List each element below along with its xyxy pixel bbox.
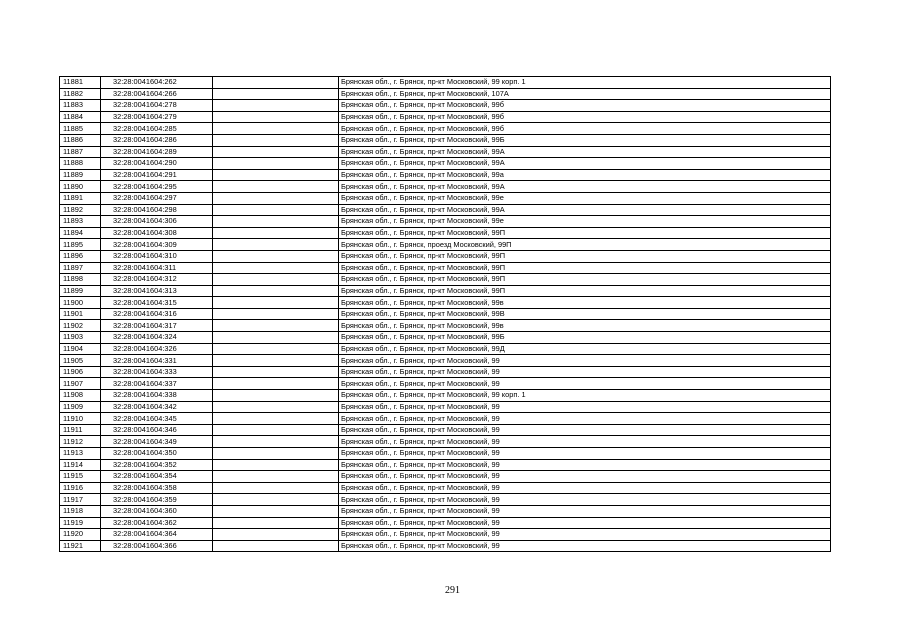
table-row xyxy=(60,146,831,158)
empty-cell xyxy=(213,274,339,286)
address-cell: Брянская обл., г. Брянск, пр-кт Московский, 99П xyxy=(339,262,831,274)
address-cell: Брянская обл., г. Брянск, пр-кт Московский, 99 xyxy=(339,505,831,517)
table-row xyxy=(60,285,831,297)
cadastral-number-cell: 32:28:0041604:338 xyxy=(101,390,213,402)
cadastral-number-cell: 32:28:0041604:297 xyxy=(101,192,213,204)
cadastral-number-cell: 32:28:0041604:266 xyxy=(101,88,213,100)
row-number-cell: 11885 xyxy=(60,123,101,135)
cadastral-number-cell: 32:28:0041604:315 xyxy=(101,297,213,309)
table-row xyxy=(60,239,831,251)
address-cell: Брянская обл., г. Брянск, пр-кт Московский, 99е xyxy=(339,216,831,228)
row-number-cell: 11893 xyxy=(60,216,101,228)
table-row xyxy=(60,529,831,541)
row-number-cell: 11889 xyxy=(60,169,101,181)
address-cell: Брянская обл., г. Брянск, пр-кт Московский, 99б xyxy=(339,123,831,135)
row-number-cell: 11911 xyxy=(60,424,101,436)
table-row xyxy=(60,401,831,413)
address-cell: Брянская обл., г. Брянск, пр-кт Московский, 99 xyxy=(339,378,831,390)
cadastral-number-cell: 32:28:0041604:326 xyxy=(101,343,213,355)
row-number-cell: 11894 xyxy=(60,227,101,239)
empty-cell xyxy=(213,169,339,181)
table-row xyxy=(60,262,831,274)
table-row xyxy=(60,505,831,517)
empty-cell xyxy=(213,134,339,146)
address-cell: Брянская обл., г. Брянск, пр-кт Московский, 99Д xyxy=(339,343,831,355)
address-cell: Брянская обл., г. Брянск, пр-кт Московский, 107А xyxy=(339,88,831,100)
address-cell: Брянская обл., г. Брянск, пр-кт Московский, 99А xyxy=(339,181,831,193)
row-number-cell: 11904 xyxy=(60,343,101,355)
cadastral-number-cell: 32:28:0041604:352 xyxy=(101,459,213,471)
address-cell: Брянская обл., г. Брянск, пр-кт Московский, 99А xyxy=(339,158,831,170)
empty-cell xyxy=(213,436,339,448)
cadastral-number-cell: 32:28:0041604:354 xyxy=(101,471,213,483)
empty-cell xyxy=(213,123,339,135)
cadastral-number-cell: 32:28:0041604:262 xyxy=(101,77,213,89)
row-number-cell: 11896 xyxy=(60,250,101,262)
empty-cell xyxy=(213,517,339,529)
cadastral-number-cell: 32:28:0041604:364 xyxy=(101,529,213,541)
cadastral-number-cell: 32:28:0041604:311 xyxy=(101,262,213,274)
empty-cell xyxy=(213,308,339,320)
row-number-cell: 11914 xyxy=(60,459,101,471)
cadastral-number-cell: 32:28:0041604:309 xyxy=(101,239,213,251)
empty-cell xyxy=(213,88,339,100)
table-row xyxy=(60,308,831,320)
cadastral-number-cell: 32:28:0041604:324 xyxy=(101,332,213,344)
cadastral-number-cell: 32:28:0041604:346 xyxy=(101,424,213,436)
row-number-cell: 11892 xyxy=(60,204,101,216)
cadastral-number-cell: 32:28:0041604:316 xyxy=(101,308,213,320)
address-cell: Брянская обл., г. Брянск, пр-кт Московский, 99 xyxy=(339,482,831,494)
table-row xyxy=(60,158,831,170)
cadastral-number-cell: 32:28:0041604:298 xyxy=(101,204,213,216)
table-row xyxy=(60,540,831,552)
empty-cell xyxy=(213,505,339,517)
address-cell: Брянская обл., г. Брянск, пр-кт Московский, 99 xyxy=(339,436,831,448)
table-row xyxy=(60,274,831,286)
table-row xyxy=(60,227,831,239)
cadastral-number-cell: 32:28:0041604:350 xyxy=(101,448,213,460)
row-number-cell: 11919 xyxy=(60,517,101,529)
row-number-cell: 11918 xyxy=(60,505,101,517)
table-row xyxy=(60,169,831,181)
empty-cell xyxy=(213,320,339,332)
empty-cell xyxy=(213,482,339,494)
row-number-cell: 11915 xyxy=(60,471,101,483)
table-row xyxy=(60,77,831,89)
address-cell: Брянская обл., г. Брянск, пр-кт Московский, 99В xyxy=(339,308,831,320)
table-row xyxy=(60,424,831,436)
address-cell: Брянская обл., г. Брянск, пр-кт Московский, 99в xyxy=(339,320,831,332)
table-row xyxy=(60,332,831,344)
cadastral-number-cell: 32:28:0041604:349 xyxy=(101,436,213,448)
empty-cell xyxy=(213,216,339,228)
cadastral-number-cell: 32:28:0041604:359 xyxy=(101,494,213,506)
empty-cell xyxy=(213,540,339,552)
row-number-cell: 11887 xyxy=(60,146,101,158)
empty-cell xyxy=(213,181,339,193)
empty-cell xyxy=(213,494,339,506)
empty-cell xyxy=(213,77,339,89)
empty-cell xyxy=(213,111,339,123)
row-number-cell: 11907 xyxy=(60,378,101,390)
empty-cell xyxy=(213,332,339,344)
cadastral-number-cell: 32:28:0041604:279 xyxy=(101,111,213,123)
row-number-cell: 11882 xyxy=(60,88,101,100)
empty-cell xyxy=(213,297,339,309)
table-row xyxy=(60,436,831,448)
row-number-cell: 11895 xyxy=(60,239,101,251)
empty-cell xyxy=(213,390,339,402)
table-row xyxy=(60,88,831,100)
address-cell: Брянская обл., г. Брянск, пр-кт Московский, 99 xyxy=(339,529,831,541)
row-number-cell: 11916 xyxy=(60,482,101,494)
address-cell: Брянская обл., г. Брянск, пр-кт Московский, 99 xyxy=(339,494,831,506)
row-number-cell: 11890 xyxy=(60,181,101,193)
empty-cell xyxy=(213,401,339,413)
row-number-cell: 11908 xyxy=(60,390,101,402)
cadastral-number-cell: 32:28:0041604:290 xyxy=(101,158,213,170)
cadastral-number-cell: 32:28:0041604:333 xyxy=(101,366,213,378)
table-row xyxy=(60,192,831,204)
row-number-cell: 11891 xyxy=(60,192,101,204)
table-row xyxy=(60,517,831,529)
empty-cell xyxy=(213,413,339,425)
row-number-cell: 11903 xyxy=(60,332,101,344)
table-row xyxy=(60,390,831,402)
address-cell: Брянская обл., г. Брянск, пр-кт Московский, 99б xyxy=(339,100,831,112)
row-number-cell: 11917 xyxy=(60,494,101,506)
empty-cell xyxy=(213,355,339,367)
table-row xyxy=(60,181,831,193)
row-number-cell: 11883 xyxy=(60,100,101,112)
cadastral-number-cell: 32:28:0041604:278 xyxy=(101,100,213,112)
row-number-cell: 11910 xyxy=(60,413,101,425)
table-row xyxy=(60,250,831,262)
empty-cell xyxy=(213,192,339,204)
address-cell: Брянская обл., г. Брянск, пр-кт Московский, 99в xyxy=(339,297,831,309)
empty-cell xyxy=(213,459,339,471)
empty-cell xyxy=(213,378,339,390)
table-row xyxy=(60,448,831,460)
row-number-cell: 11886 xyxy=(60,134,101,146)
table-row xyxy=(60,134,831,146)
cadastral-number-cell: 32:28:0041604:337 xyxy=(101,378,213,390)
row-number-cell: 11906 xyxy=(60,366,101,378)
empty-cell xyxy=(213,239,339,251)
row-number-cell: 11900 xyxy=(60,297,101,309)
address-cell: Брянская обл., г. Брянск, пр-кт Московский, 99П xyxy=(339,227,831,239)
empty-cell xyxy=(213,424,339,436)
row-number-cell: 11909 xyxy=(60,401,101,413)
table-row xyxy=(60,482,831,494)
table-row xyxy=(60,216,831,228)
row-number-cell: 11905 xyxy=(60,355,101,367)
cadastral-number-cell: 32:28:0041604:317 xyxy=(101,320,213,332)
address-cell: Брянская обл., г. Брянск, пр-кт Московский, 99Б xyxy=(339,332,831,344)
table-row xyxy=(60,100,831,112)
table-row xyxy=(60,343,831,355)
address-cell: Брянская обл., г. Брянск, пр-кт Московский, 99 xyxy=(339,540,831,552)
row-number-cell: 11901 xyxy=(60,308,101,320)
empty-cell xyxy=(213,285,339,297)
cadastral-number-cell: 32:28:0041604:306 xyxy=(101,216,213,228)
row-number-cell: 11912 xyxy=(60,436,101,448)
address-cell: Брянская обл., г. Брянск, проезд Московский, 99П xyxy=(339,239,831,251)
address-cell: Брянская обл., г. Брянск, пр-кт Московский, 99 xyxy=(339,413,831,425)
address-cell: Брянская обл., г. Брянск, пр-кт Московский, 99 xyxy=(339,459,831,471)
empty-cell xyxy=(213,529,339,541)
empty-cell xyxy=(213,250,339,262)
empty-cell xyxy=(213,204,339,216)
address-cell: Брянская обл., г. Брянск, пр-кт Московский, 99 xyxy=(339,448,831,460)
cadastral-number-cell: 32:28:0041604:358 xyxy=(101,482,213,494)
table-row xyxy=(60,494,831,506)
cadastral-number-cell: 32:28:0041604:362 xyxy=(101,517,213,529)
address-cell: Брянская обл., г. Брянск, пр-кт Московский, 99 корп. 1 xyxy=(339,390,831,402)
table-row xyxy=(60,297,831,309)
row-number-cell: 11913 xyxy=(60,448,101,460)
cadastral-number-cell: 32:28:0041604:360 xyxy=(101,505,213,517)
address-cell: Брянская обл., г. Брянск, пр-кт Московский, 99е xyxy=(339,192,831,204)
empty-cell xyxy=(213,471,339,483)
row-number-cell: 11884 xyxy=(60,111,101,123)
cadastral-number-cell: 32:28:0041604:308 xyxy=(101,227,213,239)
address-cell: Брянская обл., г. Брянск, пр-кт Московский, 99 xyxy=(339,424,831,436)
cadastral-number-cell: 32:28:0041604:289 xyxy=(101,146,213,158)
address-cell: Брянская обл., г. Брянск, пр-кт Московский, 99 xyxy=(339,401,831,413)
empty-cell xyxy=(213,100,339,112)
table-row xyxy=(60,204,831,216)
cadastral-number-cell: 32:28:0041604:286 xyxy=(101,134,213,146)
cadastral-number-cell: 32:28:0041604:345 xyxy=(101,413,213,425)
property-table-body xyxy=(60,77,831,552)
table-row xyxy=(60,459,831,471)
row-number-cell: 11920 xyxy=(60,529,101,541)
page-number: 291 xyxy=(445,585,460,596)
row-number-cell: 11902 xyxy=(60,320,101,332)
cadastral-number-cell: 32:28:0041604:313 xyxy=(101,285,213,297)
row-number-cell: 11897 xyxy=(60,262,101,274)
cadastral-number-cell: 32:28:0041604:310 xyxy=(101,250,213,262)
empty-cell xyxy=(213,158,339,170)
row-number-cell: 11898 xyxy=(60,274,101,286)
address-cell: Брянская обл., г. Брянск, пр-кт Московский, 99А xyxy=(339,146,831,158)
table-row xyxy=(60,378,831,390)
empty-cell xyxy=(213,366,339,378)
address-cell: Брянская обл., г. Брянск, пр-кт Московский, 99 xyxy=(339,355,831,367)
address-cell: Брянская обл., г. Брянск, пр-кт Московский, 99 корп. 1 xyxy=(339,77,831,89)
table-row xyxy=(60,111,831,123)
address-cell: Брянская обл., г. Брянск, пр-кт Московский, 99 xyxy=(339,471,831,483)
row-number-cell: 11888 xyxy=(60,158,101,170)
cadastral-number-cell: 32:28:0041604:285 xyxy=(101,123,213,135)
address-cell: Брянская обл., г. Брянск, пр-кт Московский, 99П xyxy=(339,250,831,262)
table-row xyxy=(60,471,831,483)
table-row xyxy=(60,413,831,425)
cadastral-number-cell: 32:28:0041604:291 xyxy=(101,169,213,181)
cadastral-number-cell: 32:28:0041604:331 xyxy=(101,355,213,367)
address-cell: Брянская обл., г. Брянск, пр-кт Московский, 99а xyxy=(339,169,831,181)
row-number-cell: 11881 xyxy=(60,77,101,89)
address-cell: Брянская обл., г. Брянск, пр-кт Московский, 99б xyxy=(339,111,831,123)
empty-cell xyxy=(213,227,339,239)
table-row xyxy=(60,366,831,378)
row-number-cell: 11921 xyxy=(60,540,101,552)
cadastral-number-cell: 32:28:0041604:366 xyxy=(101,540,213,552)
address-cell: Брянская обл., г. Брянск, пр-кт Московский, 99П xyxy=(339,285,831,297)
cadastral-number-cell: 32:28:0041604:312 xyxy=(101,274,213,286)
row-number-cell: 11899 xyxy=(60,285,101,297)
cadastral-number-cell: 32:28:0041604:342 xyxy=(101,401,213,413)
empty-cell xyxy=(213,343,339,355)
address-cell: Брянская обл., г. Брянск, пр-кт Московский, 99П xyxy=(339,274,831,286)
cadastral-number-cell: 32:28:0041604:295 xyxy=(101,181,213,193)
address-cell: Брянская обл., г. Брянск, пр-кт Московский, 99Б xyxy=(339,134,831,146)
property-table xyxy=(59,76,831,552)
empty-cell xyxy=(213,146,339,158)
empty-cell xyxy=(213,448,339,460)
table-row xyxy=(60,355,831,367)
address-cell: Брянская обл., г. Брянск, пр-кт Московский, 99 xyxy=(339,366,831,378)
table-row xyxy=(60,320,831,332)
address-cell: Брянская обл., г. Брянск, пр-кт Московский, 99А xyxy=(339,204,831,216)
table-row xyxy=(60,123,831,135)
empty-cell xyxy=(213,262,339,274)
address-cell: Брянская обл., г. Брянск, пр-кт Московский, 99 xyxy=(339,517,831,529)
